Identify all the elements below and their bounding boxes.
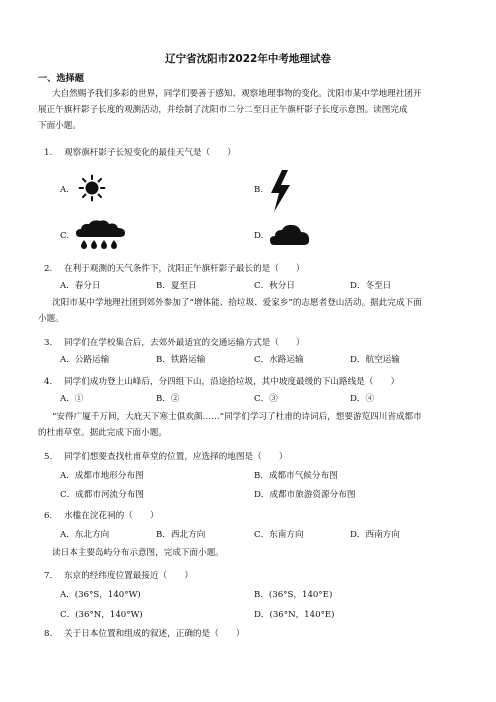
question-number: 2. bbox=[44, 264, 53, 274]
question-text: 在利于观测的天气条件下，沈阳正午旗杆影子最长的是（ ） bbox=[64, 264, 305, 274]
intro-1-line-3: 下面小题。 bbox=[38, 121, 81, 131]
question-text: 水槛在浣花祠的（ ） bbox=[64, 511, 159, 521]
intro-3-line-2: 的杜甫草堂。据此完成下面小题。 bbox=[38, 428, 167, 438]
q4-option-a[interactable]: A．① bbox=[60, 394, 84, 404]
question-text: 同学们成功登上山峰后，分四组下山，沿途拾垃圾，其中坡度最缓的下山路线是（ ） bbox=[64, 377, 400, 387]
intro-4-line-1: 读日本主要岛屿分布示意图，完成下面小题。 bbox=[52, 548, 224, 558]
q3-option-a[interactable]: A．公路运输 bbox=[60, 355, 110, 365]
question-2 bbox=[44, 264, 305, 276]
question-number: 3. bbox=[44, 338, 53, 348]
q1-option-d[interactable]: D. bbox=[254, 231, 264, 241]
q7-option-b[interactable]: B．(36°S，140°E) bbox=[254, 590, 333, 600]
sun-icon bbox=[78, 174, 106, 202]
q7-option-d[interactable]: D．(36°N，140°E) bbox=[254, 610, 335, 620]
question-number: 8. bbox=[44, 629, 53, 639]
q2-option-d[interactable]: D．冬至日 bbox=[350, 281, 392, 291]
rain-cloud-icon bbox=[74, 219, 128, 251]
q6-option-c[interactable]: C．东南方向 bbox=[254, 530, 304, 540]
q1-option-c[interactable]: C. bbox=[60, 231, 70, 241]
page-title: 辽宁省沈阳市2022年中考地理试卷 bbox=[165, 53, 331, 65]
q5-option-a[interactable]: A．成都市地形分布图 bbox=[60, 471, 144, 481]
section-heading: 一、选择题 bbox=[38, 73, 84, 84]
question-text: 观察旗杆影子长短变化的最佳天气是（ ） bbox=[64, 148, 236, 158]
cloud-icon bbox=[270, 224, 310, 246]
question-4 bbox=[44, 377, 399, 389]
q2-option-c[interactable]: C．秋分日 bbox=[254, 281, 295, 291]
question-text: 同学们想要查找杜甫草堂的位置，应选择的地图是（ ） bbox=[64, 452, 288, 462]
q5-option-c[interactable]: C．成都市河流分布图 bbox=[60, 490, 144, 500]
question-3 bbox=[44, 338, 305, 350]
q5-option-d[interactable]: D．成都市旅游资源分布图 bbox=[254, 490, 356, 500]
q3-option-b[interactable]: B．铁路运输 bbox=[156, 355, 206, 365]
intro-2-line-2: 小题。 bbox=[38, 314, 64, 324]
q5-option-b[interactable]: B．成都市气候分布图 bbox=[254, 471, 338, 481]
question-text: 东京的经纬度位置最接近（ ） bbox=[64, 571, 193, 581]
question-number: 7. bbox=[44, 571, 53, 581]
question-number: 1. bbox=[44, 148, 53, 158]
question-text: 关于日本位置和组成的叙述，正确的是（ ） bbox=[64, 629, 245, 639]
q7-option-a[interactable]: A．(36°S，140°W) bbox=[60, 590, 141, 600]
q6-option-b[interactable]: B．西北方向 bbox=[156, 530, 206, 540]
q3-option-c[interactable]: C．水路运输 bbox=[254, 355, 304, 365]
q6-option-a[interactable]: A．东北方向 bbox=[60, 530, 110, 540]
question-text: 同学们在学校集合后，去郊外最适宜的交通运输方式是（ ） bbox=[64, 338, 305, 348]
q4-option-b[interactable]: B．② bbox=[156, 394, 180, 404]
q7-option-c[interactable]: C．(36°N，140°W) bbox=[60, 610, 143, 620]
question-1 bbox=[44, 148, 236, 160]
question-5 bbox=[44, 452, 287, 464]
question-number: 4. bbox=[44, 377, 53, 387]
question-7 bbox=[44, 571, 193, 583]
q3-option-d[interactable]: D．航空运输 bbox=[350, 355, 400, 365]
intro-2-line-1: 沈阳市某中学地理社团到郊外参加了“增体能、拾垃圾、爱家乡”的志愿者登山活动。据此完成下面 bbox=[52, 298, 422, 308]
intro-3-line-1: “安得广厦千万间，大庇天下寒士俱欢颜……”同学们学习了杜甫的诗词后，想要游览四川省成都市 bbox=[52, 412, 422, 422]
intro-1-line-1: 大自然赐予我们多彩的世界，同学们要善于感知、观察地理事物的变化。沈阳市某中学地理社团开 bbox=[52, 89, 422, 99]
lightning-icon bbox=[268, 170, 292, 212]
q1-option-b[interactable]: B. bbox=[254, 185, 264, 195]
q4-option-c[interactable]: C．③ bbox=[254, 394, 278, 404]
question-number: 6. bbox=[44, 511, 53, 521]
q2-option-b[interactable]: B．夏至日 bbox=[156, 281, 197, 291]
intro-1-line-2: 展正午旗杆影子长度的观测活动，并绘制了沈阳市二分二至日正午旗杆影子长度示意图。读图完成 bbox=[38, 105, 408, 115]
question-8 bbox=[44, 629, 244, 641]
question-number: 5. bbox=[44, 452, 53, 462]
q4-option-d[interactable]: D．④ bbox=[350, 394, 375, 404]
q1-option-a[interactable]: A. bbox=[60, 185, 69, 195]
q2-option-a[interactable]: A．春分日 bbox=[60, 281, 101, 291]
q6-option-d[interactable]: D．西南方向 bbox=[350, 530, 400, 540]
question-6 bbox=[44, 511, 159, 523]
